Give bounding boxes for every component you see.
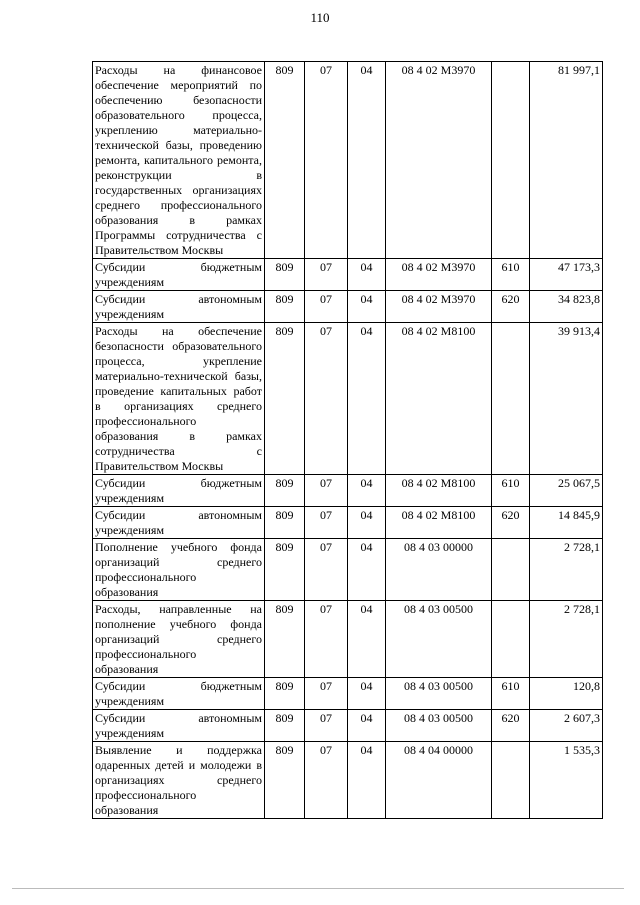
row-name-cell: Расходы на обеспечение безопасности образовательного процесса, укрепление материально-технической базы, проведение капитальных работ в организациях среднего профессионального образования в рамках сотрудничества с Правительством Москвы [93, 323, 265, 475]
row-section-cell: 07 [305, 291, 348, 323]
row-subsection-cell: 04 [348, 742, 386, 819]
row-subsection-cell: 04 [348, 62, 386, 259]
row-ministry-cell: 809 [265, 475, 305, 507]
row-name-cell: Расходы на финансовое обеспечение мероприятий по обеспечению безопасности образовательного процесса, укреплению материально-технической базы, проведению ремонта, капитального ремонта, реконструкции в государственных организациях среднего профессионального образования в рамках Программы сотрудничества с Правительством Москвы [93, 62, 265, 259]
row-section-cell: 07 [305, 601, 348, 678]
budget-table [92, 61, 603, 819]
row-subsection-cell: 04 [348, 539, 386, 601]
row-section-cell: 07 [305, 475, 348, 507]
row-name-cell: Выявление и поддержка одаренных детей и молодежи в организациях среднего профессионального образования [93, 742, 265, 819]
row-ministry-cell: 809 [265, 678, 305, 710]
table-row [93, 710, 603, 742]
row-target-cell: 08 4 02 М3970 [386, 291, 492, 323]
row-ministry-cell: 809 [265, 710, 305, 742]
row-section-cell: 07 [305, 742, 348, 819]
table-row [93, 507, 603, 539]
row-subsection-cell: 04 [348, 291, 386, 323]
table-row [93, 539, 603, 601]
row-target-cell: 08 4 02 М8100 [386, 475, 492, 507]
row-subsection-cell: 04 [348, 710, 386, 742]
row-section-cell: 07 [305, 259, 348, 291]
row-ministry-cell: 809 [265, 507, 305, 539]
row-kind-cell [492, 742, 530, 819]
row-amount-cell: 34 823,8 [530, 291, 603, 323]
row-target-cell: 08 4 02 М8100 [386, 323, 492, 475]
row-target-cell: 08 4 03 00500 [386, 678, 492, 710]
row-amount-cell: 25 067,5 [530, 475, 603, 507]
row-ministry-cell: 809 [265, 601, 305, 678]
row-name-cell: Расходы, направленные на пополнение учебного фонда организаций среднего профессионального образования [93, 601, 265, 678]
row-amount-cell: 120,8 [530, 678, 603, 710]
row-kind-cell: 620 [492, 710, 530, 742]
row-kind-cell: 610 [492, 475, 530, 507]
row-ministry-cell: 809 [265, 539, 305, 601]
table-row [93, 291, 603, 323]
row-amount-cell: 2 607,3 [530, 710, 603, 742]
row-target-cell: 08 4 04 00000 [386, 742, 492, 819]
row-kind-cell: 610 [492, 678, 530, 710]
row-subsection-cell: 04 [348, 475, 386, 507]
row-ministry-cell: 809 [265, 259, 305, 291]
row-kind-cell [492, 601, 530, 678]
row-target-cell: 08 4 02 М3970 [386, 259, 492, 291]
row-target-cell: 08 4 03 00500 [386, 601, 492, 678]
row-name-cell: Субсидии автономным учреждениям [93, 291, 265, 323]
row-subsection-cell: 04 [348, 323, 386, 475]
row-name-cell: Субсидии бюджетным учреждениям [93, 475, 265, 507]
row-ministry-cell: 809 [265, 742, 305, 819]
row-name-cell: Пополнение учебного фонда организаций среднего профессионального образования [93, 539, 265, 601]
row-target-cell: 08 4 03 00000 [386, 539, 492, 601]
row-amount-cell: 1 535,3 [530, 742, 603, 819]
scan-edge-line [12, 888, 624, 889]
table-row [93, 742, 603, 819]
row-kind-cell: 620 [492, 291, 530, 323]
row-section-cell: 07 [305, 710, 348, 742]
row-amount-cell: 2 728,1 [530, 601, 603, 678]
table-row [93, 678, 603, 710]
row-target-cell: 08 4 02 М8100 [386, 507, 492, 539]
table-row [93, 323, 603, 475]
row-subsection-cell: 04 [348, 601, 386, 678]
row-amount-cell: 2 728,1 [530, 539, 603, 601]
table-row [93, 601, 603, 678]
row-target-cell: 08 4 03 00500 [386, 710, 492, 742]
row-ministry-cell: 809 [265, 291, 305, 323]
row-amount-cell: 81 997,1 [530, 62, 603, 259]
row-section-cell: 07 [305, 62, 348, 259]
page-number: 110 [310, 10, 330, 25]
row-section-cell: 07 [305, 507, 348, 539]
row-name-cell: Субсидии бюджетным учреждениям [93, 678, 265, 710]
row-amount-cell: 14 845,9 [530, 507, 603, 539]
row-kind-cell: 610 [492, 259, 530, 291]
row-ministry-cell: 809 [265, 62, 305, 259]
row-kind-cell: 620 [492, 507, 530, 539]
row-name-cell: Субсидии бюджетным учреждениям [93, 259, 265, 291]
row-kind-cell [492, 539, 530, 601]
row-kind-cell [492, 323, 530, 475]
table-row [93, 475, 603, 507]
table-body [93, 62, 603, 819]
row-subsection-cell: 04 [348, 678, 386, 710]
row-name-cell: Субсидии автономным учреждениям [93, 507, 265, 539]
row-name-cell: Субсидии автономным учреждениям [93, 710, 265, 742]
row-amount-cell: 39 913,4 [530, 323, 603, 475]
row-section-cell: 07 [305, 539, 348, 601]
row-section-cell: 07 [305, 323, 348, 475]
row-amount-cell: 47 173,3 [530, 259, 603, 291]
table-row [93, 62, 603, 259]
row-subsection-cell: 04 [348, 259, 386, 291]
table-row [93, 259, 603, 291]
row-subsection-cell: 04 [348, 507, 386, 539]
row-section-cell: 07 [305, 678, 348, 710]
row-target-cell: 08 4 02 М3970 [386, 62, 492, 259]
row-kind-cell [492, 62, 530, 259]
row-ministry-cell: 809 [265, 323, 305, 475]
